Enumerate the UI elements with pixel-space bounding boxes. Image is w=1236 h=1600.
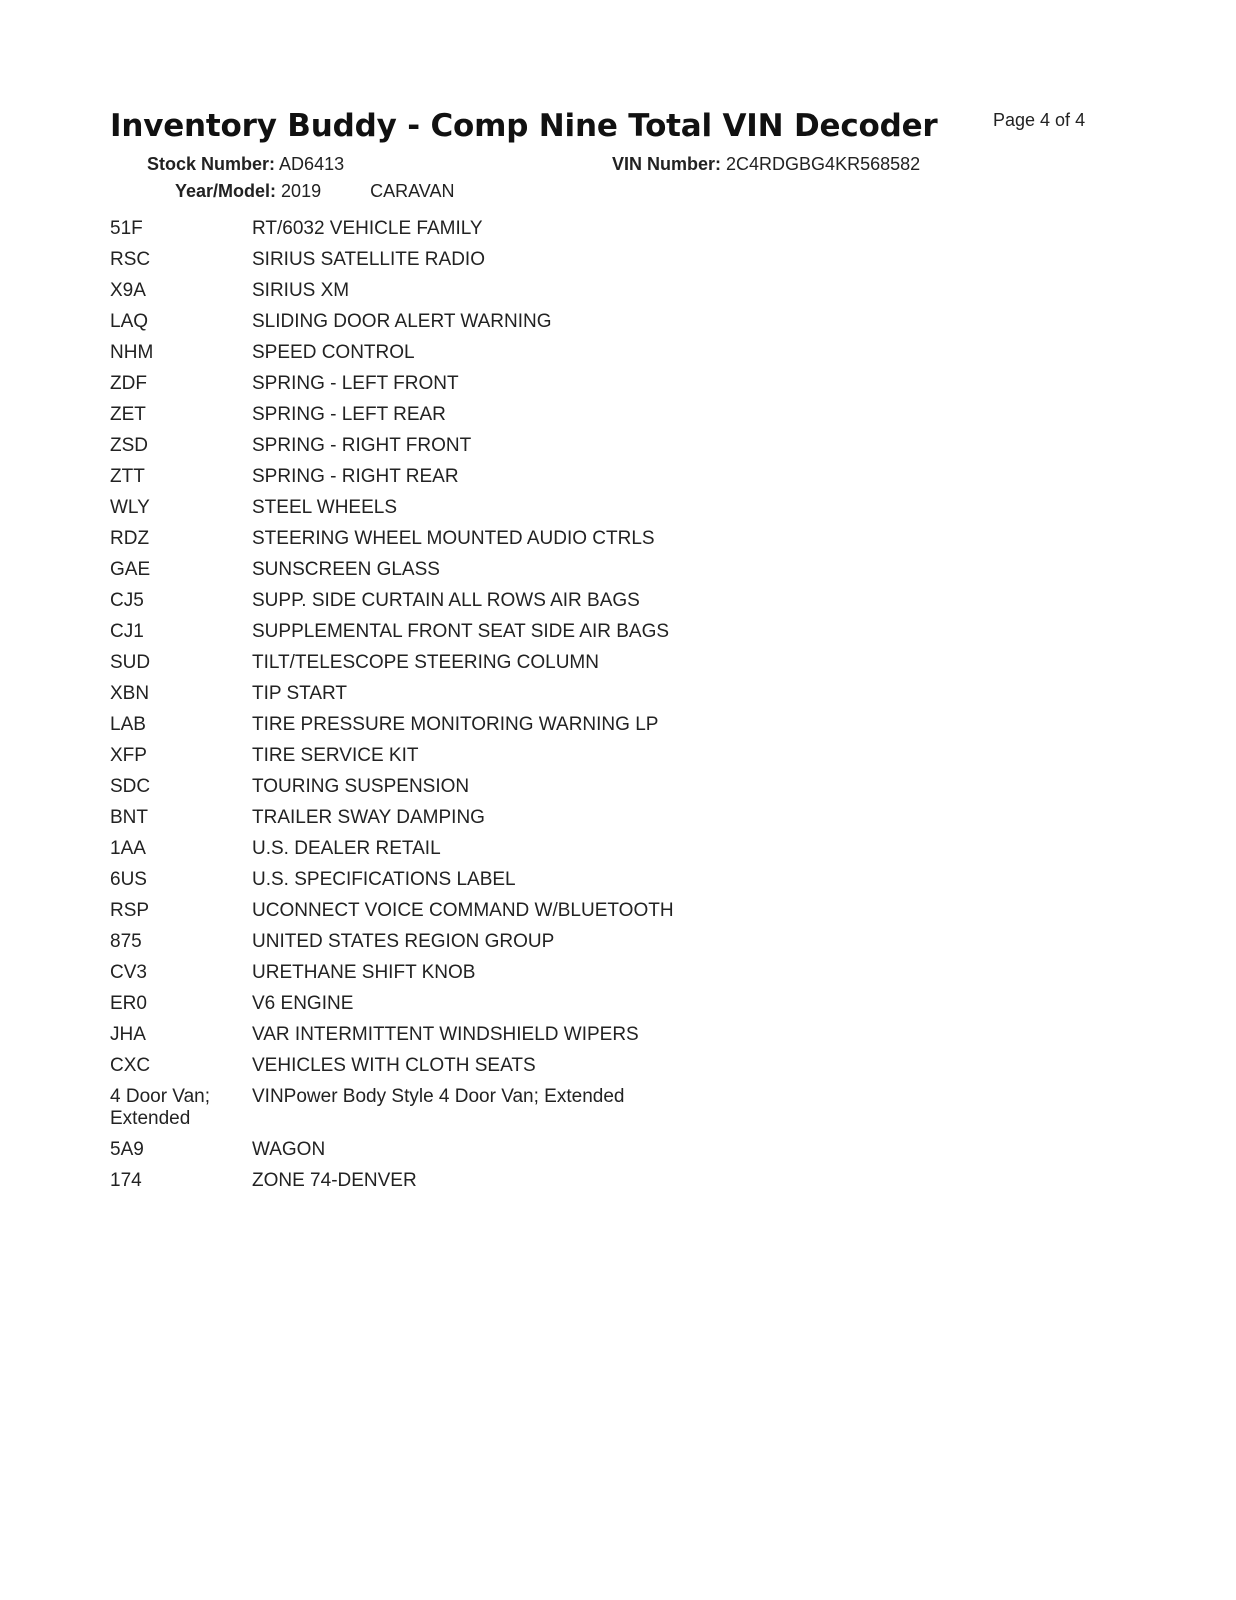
option-description: URETHANE SHIFT KNOB xyxy=(252,962,476,983)
option-description: VEHICLES WITH CLOTH SEATS xyxy=(252,1055,536,1076)
list-item xyxy=(110,807,870,829)
list-item xyxy=(110,1055,870,1077)
option-code: SDC xyxy=(110,776,151,797)
option-code: JHA xyxy=(110,1024,146,1045)
option-description: STEEL WHEELS xyxy=(252,497,398,518)
option-code: 5A9 xyxy=(110,1139,144,1160)
option-code: 6US xyxy=(110,869,147,890)
model-value: CARAVAN xyxy=(370,181,455,201)
option-code: XBN xyxy=(110,683,150,704)
option-code: RDZ xyxy=(110,528,150,549)
list-item xyxy=(110,931,870,953)
option-code: ZSD xyxy=(110,435,148,456)
option-code: X9A xyxy=(110,280,146,301)
option-code: 4 Door Van; Extended xyxy=(110,1086,210,1129)
option-description: TIP START xyxy=(252,683,348,704)
option-code: XFP xyxy=(110,745,147,766)
list-item xyxy=(110,590,870,612)
option-description: STEERING WHEEL MOUNTED AUDIO CTRLS xyxy=(252,528,655,549)
option-code: RSC xyxy=(110,249,151,270)
option-description: TILT/TELESCOPE STEERING COLUMN xyxy=(252,652,599,673)
option-code: GAE xyxy=(110,559,151,580)
option-description: UNITED STATES REGION GROUP xyxy=(252,931,555,952)
option-description: SPRING - LEFT REAR xyxy=(252,404,446,425)
list-item xyxy=(110,280,870,302)
list-item xyxy=(110,900,870,922)
list-item xyxy=(110,838,870,860)
option-description: ZONE 74-DENVER xyxy=(252,1170,417,1191)
list-item xyxy=(110,559,870,581)
list-item xyxy=(110,528,870,550)
option-code: LAB xyxy=(110,714,146,735)
list-item xyxy=(110,435,870,457)
option-description: UCONNECT VOICE COMMAND W/BLUETOOTH xyxy=(252,900,674,921)
option-code: LAQ xyxy=(110,311,149,332)
option-description: VAR INTERMITTENT WINDSHIELD WIPERS xyxy=(252,1024,639,1045)
list-item xyxy=(110,404,870,426)
list-item xyxy=(110,993,870,1015)
list-item xyxy=(110,1024,870,1046)
option-code: 51F xyxy=(110,218,143,239)
option-description: SLIDING DOOR ALERT WARNING xyxy=(252,311,552,332)
option-code: 1AA xyxy=(110,838,146,859)
year-model-label: Year/Model: xyxy=(175,181,277,201)
option-description: SPRING - RIGHT FRONT xyxy=(252,435,472,456)
option-code: WLY xyxy=(110,497,150,518)
option-code: RSP xyxy=(110,900,150,921)
option-description: WAGON xyxy=(252,1139,326,1160)
page-number: Page 4 of 4 xyxy=(993,110,1086,130)
option-code-list xyxy=(110,218,870,1201)
option-code: CXC xyxy=(110,1055,151,1076)
page-title: Inventory Buddy - Comp Nine Total VIN Decoder xyxy=(110,108,938,144)
option-description: V6 ENGINE xyxy=(252,993,354,1014)
option-description: SPEED CONTROL xyxy=(252,342,415,363)
list-item xyxy=(110,311,870,333)
option-description: SPRING - RIGHT REAR xyxy=(252,466,459,487)
list-item xyxy=(110,869,870,891)
vin-number-value: 2C4RDGBG4KR568582 xyxy=(726,154,921,174)
option-description: SUPP. SIDE CURTAIN ALL ROWS AIR BAGS xyxy=(252,590,640,611)
list-item xyxy=(110,373,870,395)
option-description: SUNSCREEN GLASS xyxy=(252,559,440,580)
option-description: SIRIUS SATELLITE RADIO xyxy=(252,249,485,270)
option-code: BNT xyxy=(110,807,148,828)
option-code: ZDF xyxy=(110,373,147,394)
list-item xyxy=(110,249,870,271)
option-description: TOURING SUSPENSION xyxy=(252,776,470,797)
year-model xyxy=(175,181,454,202)
stock-number xyxy=(147,154,344,175)
list-item xyxy=(110,652,870,674)
list-item xyxy=(110,1170,870,1192)
list-item xyxy=(110,1139,870,1161)
vin-number-label: VIN Number: xyxy=(612,154,722,174)
option-description: RT/6032 VEHICLE FAMILY xyxy=(252,218,483,239)
list-item xyxy=(110,621,870,643)
year-value: 2019 xyxy=(281,181,322,201)
option-code: 875 xyxy=(110,931,142,952)
list-item xyxy=(110,776,870,798)
list-item xyxy=(110,342,870,364)
option-code: ZTT xyxy=(110,466,145,487)
option-code: CJ5 xyxy=(110,590,144,611)
option-description: U.S. DEALER RETAIL xyxy=(252,838,441,859)
option-description: SIRIUS XM xyxy=(252,280,350,301)
list-item xyxy=(110,714,870,736)
option-description: SUPPLEMENTAL FRONT SEAT SIDE AIR BAGS xyxy=(252,621,670,642)
list-item xyxy=(110,683,870,705)
option-description: VINPower Body Style 4 Door Van; Extended xyxy=(252,1086,625,1107)
option-code: SUD xyxy=(110,652,151,673)
list-item xyxy=(110,466,870,488)
option-code: ZET xyxy=(110,404,146,425)
list-item xyxy=(110,745,870,767)
stock-number-label: Stock Number: xyxy=(147,154,276,174)
option-description: U.S. SPECIFICATIONS LABEL xyxy=(252,869,516,890)
option-code: CV3 xyxy=(110,962,147,983)
option-description: TIRE PRESSURE MONITORING WARNING LP xyxy=(252,714,659,735)
option-description: TRAILER SWAY DAMPING xyxy=(252,807,485,828)
list-item xyxy=(110,218,870,240)
list-item xyxy=(110,962,870,984)
option-code: 174 xyxy=(110,1170,142,1191)
option-description: SPRING - LEFT FRONT xyxy=(252,373,459,394)
option-code: NHM xyxy=(110,342,154,363)
list-item xyxy=(110,497,870,519)
vin-number xyxy=(612,154,920,175)
option-code: ER0 xyxy=(110,993,147,1014)
stock-number-value: AD6413 xyxy=(279,154,345,174)
list-item xyxy=(110,1086,870,1130)
option-code: CJ1 xyxy=(110,621,144,642)
option-description: TIRE SERVICE KIT xyxy=(252,745,419,766)
